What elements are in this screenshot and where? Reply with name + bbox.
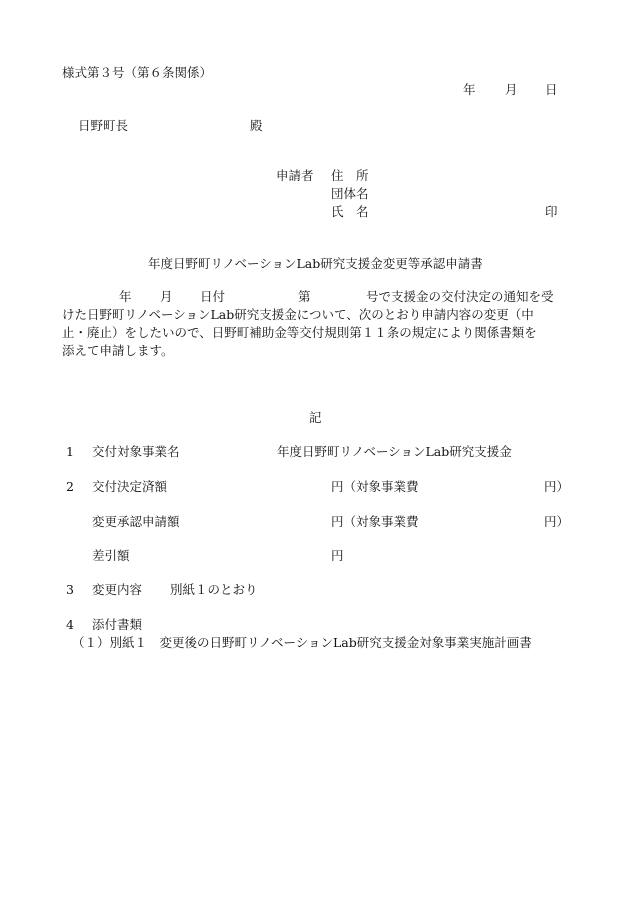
body-day-of: 日付 xyxy=(200,289,226,304)
org-label: 団体名 xyxy=(331,186,369,201)
name-label: 氏 名 xyxy=(331,204,369,219)
item2-row2-yen: 円（対象事業費 xyxy=(331,514,419,529)
item1-label: 交付対象事業名 xyxy=(92,444,180,459)
body-month: 月 xyxy=(160,289,173,304)
item3-number: 3 xyxy=(66,582,74,597)
body-line1: 号で支援金の交付決定の通知を受 xyxy=(366,289,554,304)
item2-row1-label: 交付決定済額 xyxy=(92,479,168,494)
item2-row2-close: 円） xyxy=(544,514,570,529)
form-number: 様式第３号（第６条関係） xyxy=(62,65,213,80)
item4-number: 4 xyxy=(66,617,74,632)
item2-row1-close: 円） xyxy=(544,479,570,494)
addressee-honorific: 殿 xyxy=(250,118,263,133)
address-label: 住 所 xyxy=(331,168,369,183)
body-line2: けた日野町リノベーションLab研究支援金について、次のとおり申請内容の変更（中 xyxy=(62,307,534,322)
item2-number: 2 xyxy=(66,479,74,494)
item1-number: 1 xyxy=(66,444,74,459)
seal-mark: 印 xyxy=(545,204,558,219)
item1-value: 年度日野町リノベーションLab研究支援金 xyxy=(277,444,512,459)
item2-row1-yen: 円（対象事業費 xyxy=(331,479,419,494)
body-line4: 添えて申請します。 xyxy=(62,343,174,358)
date-day: 日 xyxy=(545,82,558,97)
item3-label: 変更内容 xyxy=(92,582,143,597)
applicant-label: 申請者 xyxy=(276,168,314,183)
body-year: 年 xyxy=(119,289,132,304)
date-month: 月 xyxy=(505,82,518,97)
body-number-prefix: 第 xyxy=(298,289,311,304)
date-year: 年 xyxy=(463,82,476,97)
addressee-name: 日野町長 xyxy=(78,118,129,133)
item2-row3-label: 差引額 xyxy=(92,548,130,563)
item4-attachment: （１）別紙１ 変更後の日野町リノベーションLab研究支援金対象事業実施計画書 xyxy=(72,635,532,650)
body-line3: 止・廃止）をしたいので、日野町補助金等交付規則第１１条の規定により関係書類を xyxy=(62,325,537,340)
item3-value: 別紙１のとおり xyxy=(170,582,258,597)
item2-row2-label: 変更承認申請額 xyxy=(92,514,180,529)
document-title: 年度日野町リノベーションLab研究支援金変更等承認申請書 xyxy=(148,256,483,271)
item4-label: 添付書類 xyxy=(92,617,143,632)
ki-heading: 記 xyxy=(309,410,322,425)
item2-row3-yen: 円 xyxy=(331,548,344,563)
